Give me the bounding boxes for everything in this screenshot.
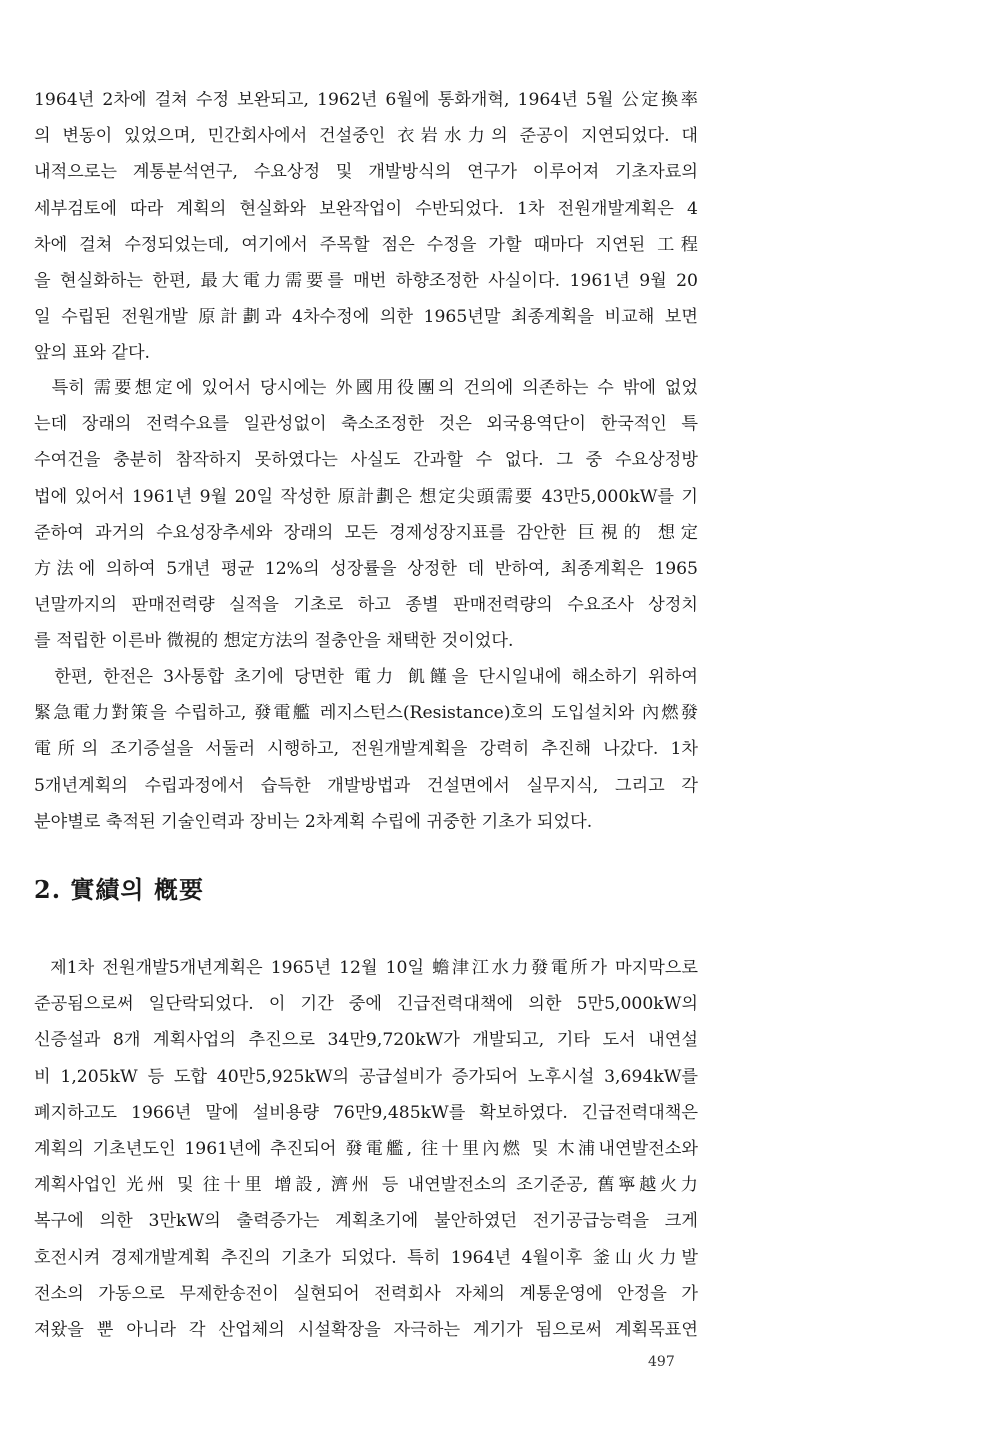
text-line: 일 수립된 전원개발 原計劃과 4차수정에 의한 1965년말 최종계획을 비교해 보면 <box>34 307 698 328</box>
text-line: 특히 需要想定에 있어서 당시에는 外國用役團의 건의에 의존하는 수 밖에 없었 <box>34 378 698 398</box>
text-line: 준공됨으로써 일단락되었다. 이 기간 중에 긴급전력대책에 의한 5만5,000kW의 <box>34 994 698 1015</box>
paragraph-emergency-measures <box>34 659 698 840</box>
text-line: 는데 장래의 전력수요를 일관성없이 축소조정한 것은 외국용역단이 한국적인 특 <box>34 414 698 435</box>
text-line: 전소의 가동으로 무제한송전이 실현되어 전력회사 자체의 계통운영에 안정을 가 <box>34 1283 698 1304</box>
text-line: 제1차 전원개발5개년계획은 1965년 12월 10일 蟾津江水力發電所가 마지막으로 <box>34 958 698 978</box>
text-line: 신증설과 8개 계획사업의 추진으로 34만9,720kW가 개발되고, 기타 도서 내연설 <box>34 1030 698 1051</box>
text-line: 분야별로 축적된 기술인력과 장비는 2차계획 수립에 귀중한 기초가 되었다. <box>34 811 593 832</box>
text-line: 준하여 과거의 수요성장추세와 장래의 모든 경제성장지표를 감안한 巨視的 想定 <box>34 522 698 543</box>
text-line: 복구에 의한 3만kW의 출력증가는 계획초기에 불안하였던 전기공급능력을 크게 <box>34 1211 698 1232</box>
text-line: 의 변동이 있었으며, 민간회사에서 건설중인 衣岩水力의 준공이 지연되었다. 대 <box>34 126 698 147</box>
text-line: 을 현실화하는 한편, 最大電力需要를 매번 하향조정한 사실이다. 1961년 9월 20 <box>34 270 698 291</box>
text-line: 緊急電力對策을 수립하고, 發電艦 레지스턴스(Resistance)호의 도입설치와 內燃發 <box>34 703 698 724</box>
text-line: 차에 걸쳐 수정되었는데, 여기에서 주목할 점은 수정을 가할 때마다 지연된 工程 <box>34 234 698 255</box>
text-line: 한편, 한전은 3사통합 초기에 당면한 電力 飢饉을 단시일내에 해소하기 위하여 <box>34 667 698 687</box>
text-line: 폐지하고도 1966년 말에 설비용량 76만9,485kW를 확보하였다. 긴급전력대책은 <box>34 1102 698 1123</box>
text-line: 電所의 조기증설을 서둘러 시행하고, 전원개발계획을 강력히 추진해 나갔다. 1차 <box>34 739 698 760</box>
text-line: 수여건을 충분히 참작하지 못하였다는 사실도 간과할 수 없다. 그 중 수요상정방 <box>34 450 698 471</box>
paragraph-results-summary <box>34 950 698 1348</box>
page-number: 497 <box>648 1354 675 1370</box>
text-line: 앞의 표와 같다. <box>34 343 151 364</box>
text-line: 方法에 의하여 5개년 평균 12%의 성장률을 상정한 데 반하여, 최종계획은 1965 <box>34 558 698 579</box>
paragraph-demand-forecast <box>34 370 698 660</box>
text-line: 5개년계획의 수립과정에서 습득한 개발방법과 건설면에서 실무지식, 그리고 각 <box>34 775 698 796</box>
text-line: 세부검토에 따라 계획의 현실화와 보완작업이 수반되었다. 1차 전원개발계획은 4 <box>34 198 698 219</box>
text-line: 를 적립한 이른바 微視的 想定方法의 절충안을 채택한 것이었다. <box>34 631 514 652</box>
text-line: 계획의 기초년도인 1961년에 추진되어 發電艦, 往十里內燃 및 木浦내연발전소와 <box>34 1138 698 1159</box>
paragraph-revision-history <box>34 82 698 372</box>
text-line: 년말까지의 판매전력량 실적을 기초로 하고 종별 판매전력량의 수요조사 상정치 <box>34 595 698 616</box>
text-line: 호전시켜 경제개발계획 추진의 기초가 되었다. 특히 1964년 4월이후 釜山火力발 <box>34 1247 698 1268</box>
text-line: 1964년 2차에 걸쳐 수정 보완되고, 1962년 6월에 통화개혁, 1964년 5월 公定換率 <box>34 90 698 110</box>
text-line: 져왔을 뿐 아니라 각 산업체의 시설확장을 자극하는 계기가 됨으로써 계획목표연 <box>34 1319 698 1340</box>
text-line: 법에 있어서 1961년 9월 20일 작성한 原計劃은 想定尖頭需要 43만5,000kW를 기 <box>34 486 698 507</box>
text-line: 비 1,205kW 등 도합 40만5,925kW의 공급설비가 증가되어 노후시설 3,694kW를 <box>34 1066 698 1087</box>
text-line: 내적으로는 계통분석연구, 수요상정 및 개발방식의 연구가 이루어져 기초자료의 <box>34 162 698 183</box>
text-line: 계획사업인 光州 및 往十里 增設, 濟州 등 내연발전소의 조기준공, 舊寧越火力 <box>34 1175 698 1196</box>
section-heading: 2. 實績의 槪要 <box>34 875 204 904</box>
